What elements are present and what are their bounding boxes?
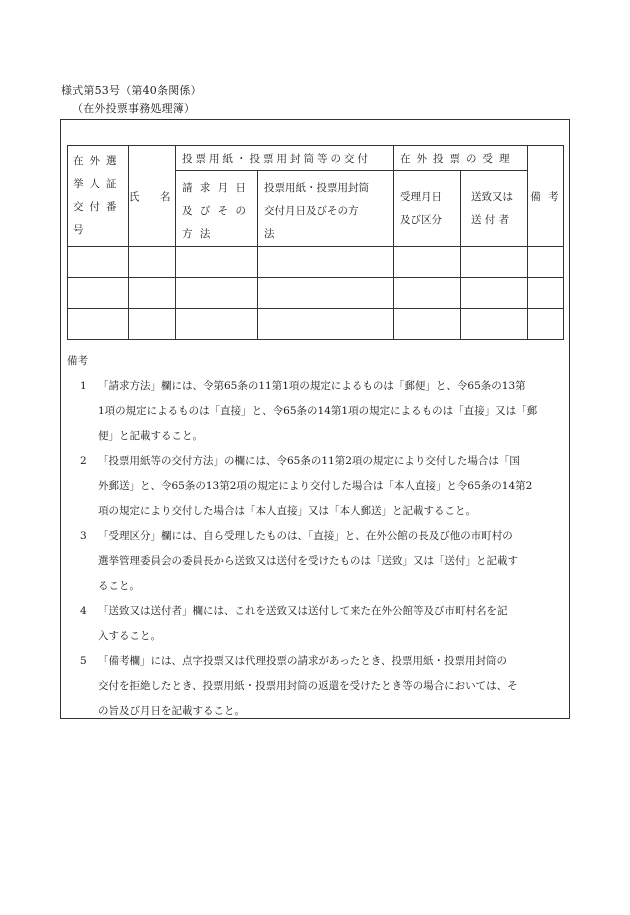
request-date-line: 及 び そ の bbox=[182, 205, 249, 217]
form-frame bbox=[60, 119, 570, 719]
table-cell bbox=[68, 278, 129, 309]
note-line: 1項の規定によるものは「直接」と、令65条の14第1項の規定によるものは「直接」又は「郵 bbox=[98, 405, 538, 417]
table-row bbox=[68, 309, 564, 340]
note-item bbox=[67, 449, 565, 524]
form-subtitle: （在外投票事務処理簿） bbox=[72, 102, 196, 115]
table-cell bbox=[394, 309, 461, 340]
note-line: 選挙管理委員会の委員長から送致又は送付を受けたものは「送致」又は「送付」と記載す bbox=[98, 555, 518, 567]
note-line: ること。 bbox=[98, 580, 140, 592]
note-number: 1 bbox=[80, 380, 87, 392]
ledger-table bbox=[67, 145, 564, 340]
issue-date-line: 交付月日及びその方 bbox=[264, 205, 359, 217]
note-number: 2 bbox=[80, 455, 87, 467]
table-cell bbox=[129, 278, 176, 309]
note-line: 外郵送」と、令65条の13第2項の規定により交付した場合は「本人直接」と令65条の14第2 bbox=[98, 480, 533, 492]
issue-date-line: 投票用紙・投票用封筒 bbox=[264, 182, 369, 194]
table-cell bbox=[68, 309, 129, 340]
header-name: 氏 名 bbox=[129, 146, 176, 247]
sender-line: 送致又は bbox=[471, 190, 513, 203]
header-request-date-method bbox=[176, 171, 258, 247]
receipt-date-line: 及び区分 bbox=[400, 213, 442, 226]
header-receipt-date-class bbox=[394, 171, 461, 247]
note-item bbox=[67, 649, 565, 724]
issue-date-line: 法 bbox=[264, 228, 275, 240]
note-line: の旨及び月日を記載すること。 bbox=[98, 705, 245, 717]
table-cell bbox=[258, 278, 394, 309]
cert-number-line: 交付番 bbox=[73, 201, 123, 213]
table-cell bbox=[394, 278, 461, 309]
note-number: 4 bbox=[80, 605, 87, 617]
table-cell bbox=[258, 309, 394, 340]
table-cell bbox=[258, 247, 394, 278]
note-line: 「受理区分」欄には、自ら受理したものは、「直接」と、在外公館の長及び他の市町村の bbox=[98, 530, 513, 542]
header-group-issue: 投票用紙・投票用封筒等の交付 bbox=[176, 146, 394, 171]
note-line: 「投票用紙等の交付方法」の欄には、令65条の11第2項の規定により交付した場合は「国 bbox=[98, 455, 520, 467]
table-cell bbox=[461, 309, 528, 340]
table-cell bbox=[528, 247, 564, 278]
note-item bbox=[67, 599, 565, 649]
header-group-receipt: 在外投票の受理 bbox=[394, 146, 528, 171]
table-cell bbox=[176, 247, 258, 278]
note-line: 交付を拒絶したとき、投票用紙・投票用封筒の返還を受けたとき等の場合においては、そ bbox=[98, 680, 518, 692]
cert-number-line: 号 bbox=[73, 224, 90, 236]
header-remarks: 備 考 bbox=[528, 146, 564, 247]
note-line: 項の規定により交付した場合は「本人直接」又は「本人郵送」と記載すること。 bbox=[98, 505, 476, 517]
cert-number-line: 挙人証 bbox=[73, 178, 123, 190]
table-cell bbox=[461, 247, 528, 278]
request-date-line: 請 求 月 日 bbox=[182, 182, 249, 194]
note-line: 「備考欄」には、点字投票又は代理投票の請求があったとき、投票用紙・投票用封筒の bbox=[98, 655, 507, 667]
note-number: 3 bbox=[80, 530, 87, 542]
note-line: 「請求方法」欄には、令第65条の11第1項の規定によるものは「郵便」と、令65条の13第 bbox=[98, 380, 526, 392]
sender-line: 送 付 者 bbox=[471, 213, 510, 226]
notes-section bbox=[67, 353, 565, 724]
table-cell bbox=[528, 309, 564, 340]
notes-heading: 備考 bbox=[67, 355, 88, 367]
header-sender bbox=[461, 171, 528, 247]
table-cell bbox=[129, 309, 176, 340]
note-item bbox=[67, 524, 565, 599]
table-cell bbox=[68, 247, 129, 278]
receipt-date-line: 受理月日 bbox=[400, 190, 442, 203]
note-item bbox=[67, 374, 565, 449]
note-number: 5 bbox=[80, 655, 87, 667]
header-cert-number bbox=[68, 146, 129, 247]
table-row bbox=[68, 278, 564, 309]
note-line: 入すること。 bbox=[98, 630, 161, 642]
note-line: 「送致又は送付者」欄には、これを送致又は送付して来た在外公館等及び市町村名を記 bbox=[98, 605, 508, 617]
table-cell bbox=[176, 278, 258, 309]
table-cell bbox=[461, 278, 528, 309]
header-issue-date-method bbox=[258, 171, 394, 247]
form-title: 様式第53号（第40条関係） bbox=[61, 84, 202, 97]
table-cell bbox=[394, 247, 461, 278]
table-row bbox=[68, 247, 564, 278]
table-cell bbox=[176, 309, 258, 340]
table-cell bbox=[129, 247, 176, 278]
request-date-line: 方 法 bbox=[182, 228, 213, 240]
note-line: 便」と記載すること。 bbox=[98, 430, 203, 442]
table-cell bbox=[528, 278, 564, 309]
cert-number-line: 在外選 bbox=[73, 155, 123, 167]
